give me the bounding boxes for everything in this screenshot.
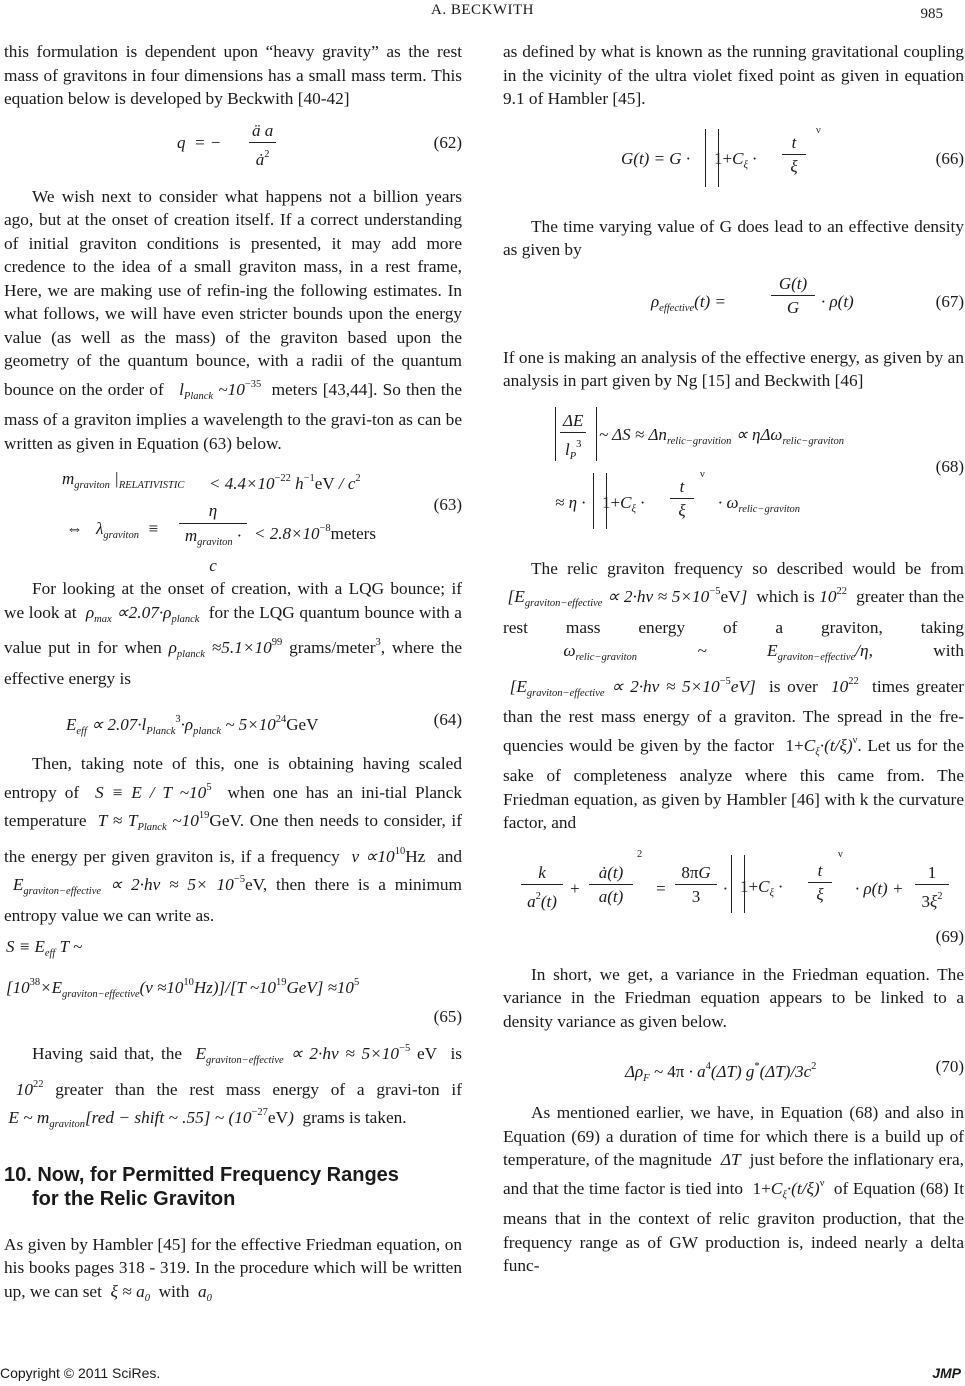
equation-67: $\rho_{effective}(t)$ = $\frac{G(t)}{G}$ · ρ(t) (67)	[651, 273, 964, 317]
running-header-author: A. BECKWITH	[431, 2, 534, 18]
right-paragraph-6: As mentioned earlier, we have, in Equation (68) and also in Equation (69) a duration of time for which there is a build up of temperature, of the magnitude ΔT just before the inflationary era, and that the time factor is tied into $1+C_\xi\cdot(t/\xi)^\nu$ of Equation (68) It means that in the context of relic graviton production, that the frequency range as of GW production is, indeed nearly a delta func-	[503, 1103, 964, 1275]
equation-number: (68)	[935, 456, 964, 476]
equation-63: $m_{graviton}$ $|_{RELATIVISTIC}$ < $4.4\times 10^{-22}$ $h^{-1}eV / c^2$ ⇔ $\lambda_{graviton}$ ≡ η $m_{graviton} \cdot c$ < $2.8\times 10^{-8}meters$ (63)	[62, 469, 462, 575]
right-column	[503, 40, 964, 1278]
equation-number: (67)	[935, 291, 964, 311]
equation-number: (65)	[433, 1007, 462, 1026]
equation-65: $S \equiv E_{eff}$ T ~ $[10^{38}\times E_{graviton-effective}(\nu \approx 10^{10}Hz)]/[T$ $\sim 10^{19}GeV] \approx 10^5$ (65)	[4, 933, 462, 1029]
left-paragraph-4: Then, taking note of this, one is obtaining having scaled entropy of S ≡ E / T $\sim 10^5$ when one has an ini-tial Planck temperature $T \approx T_{Planck}$ $\sim 10^{19}GeV$. One then needs to consider, if the energy per given graviton is, if a frequency $\nu \propto 10^{10}Hz$ and $E_{graviton-effective} \propto 2\cdot h\nu \approx 5\times 10^{-5}eV$, then there is a minimum entropy value we can write as.	[4, 754, 463, 925]
equation-69: $\frac{k}{a^2(t)}$ + $\frac{ȧ(t)}{a(t)}$ 2 = $\frac{8\pi G}{3}$ · $1+C_\xi$ · $\frac{t}{\xi}$ ν · ρ(t) + $\frac{1}{3\xi^2}$ (69)	[503, 845, 964, 949]
right-paragraph-1: as defined by what is known as the running gravitational coupling in the vicinity of the ultra violet fixed point as given in equation 9.1 of Hambler [45].	[503, 42, 964, 108]
right-paragraph-3: If one is making an analysis of the effective energy, as given by an analysis in part given by Ng [15] and Beckwith [46]	[503, 347, 964, 390]
equation-66: G(t) = G · $1+C_\xi$ · $\frac{t}{\xi}$ ν (66)	[503, 125, 964, 199]
left-paragraph-6: As given by Hambler [45] for the effective Friedman equation, on his books pages 318 - 319. In the procedure which will be written up, we can set $\xi \approx a_0$ with $a_0$	[4, 1234, 462, 1304]
left-paragraph-2: We wish next to consider what happens not a billion years ago, but at the onset of creation itself. If a correct understanding of initial graviton conditions is presented, it may add more credence to the idea of a small graviton mass, in a rest frame, Here, we are making use of refin-ing the following estimates. In what follows, we will have even stricter bounds upon the energy value (as well as the mass) of the graviton based upon the geometry of the quantum bounce, with a radii of the quantum bounce on the order of $l_{Planck}$ $\sim 10^{-35}$ meters [43,44]. So then the mass of a graviton implies a wavelength to the gravi-ton as can be written as given in Equation (63) below.	[4, 186, 462, 453]
footer-copyright: Copyright © 2011 SciRes.	[0, 1365, 161, 1381]
page-number: 985	[920, 6, 943, 22]
equation-68: $\frac{\Delta E}{l_P^3}$ ~ $\Delta S \approx \Delta n_{relic-gravition} \propto \eta\Delta\omega_{relic-graviton}$ ≈ η · $1+C_\xi$ · $\frac{t}{\xi}$ ν · $\omega_{relic-graviton}$ (68)	[503, 401, 964, 535]
equation-62: q = − $\frac{\text{ä a}}{ȧ^2}$ (62)	[177, 120, 462, 169]
right-paragraph-5: In short, we get, a variance in the Friedman equation. The variance in the Friedman equation appears to be linked to a density variance as given below.	[503, 964, 964, 1031]
left-paragraph-1: this formulation is dependent upon “heavy gravity” as the rest mass of gravitons in four dimensions has a small mass term. This equation below is developed by Beckwith [40-42]	[4, 42, 462, 108]
equation-number: (66)	[935, 148, 964, 168]
equation-number: (62)	[433, 132, 462, 152]
footer-journal: JMP	[932, 1365, 961, 1381]
left-column	[4, 40, 462, 1310]
left-paragraph-3: For looking at the onset of creation, with a LQG bounce; if we look at $\rho_{max} \propto 2.07\cdot\rho_{planck}$ for the LQG quantum bounce with a value put in for when $\rho_{planck} \approx 5.1\times 10^{99}$ grams/meter$^3$, where the effective energy is	[4, 579, 463, 688]
equation-number: (63)	[433, 495, 462, 514]
left-paragraph-5: Having said that, the $E_{graviton-effective} \propto 2\cdot h\nu \approx 5\times 10^{-5}$ eV is $10^{22}$ greater than the rest mass energy of a gravi-ton if E ~ $m_{graviton}[red$ − shift ~ .55] ~ $(10^{-27}eV)$ grams is taken.	[4, 1043, 462, 1130]
equation-64: $E_{eff} \propto 2.07\cdot l_{Planck}^3\cdot\rho_{planck}$ ~ $5\times 10^{24}GeV$ (64)	[66, 710, 462, 737]
equation-70: $\Delta\rho_F$ ~ $4\pi \cdot a^4(\Delta T)$ $g^*(\Delta T)/3c^2$ (70)	[625, 1057, 964, 1084]
equation-number: (64)	[433, 710, 462, 729]
section-heading: 10. Now, for Permitted Frequency Ranges for the Relic Graviton	[4, 1163, 399, 1210]
right-paragraph-2: The time varying value of G does lead to an effective density as given by	[503, 216, 964, 259]
equation-number: (70)	[935, 1057, 964, 1076]
right-paragraph-4: The relic graviton frequency so described would be from $[E_{graviton-effective} \propto 2\cdot h\nu \approx 5\times 10^{-5}eV]$ which is $10^{22}$ greater than the rest mass energy of a graviton, taking $\omega_{relic-graviton}$ ~ $E_{graviton-effective}/\eta$, with $[E_{graviton-effective} \propto 2\cdot h\nu \approx 5\times 10^{-5}eV]$ is over $10^{22}$ times greater than the rest mass energy of a graviton. The spread in the fre-quencies would be given by the factor $1+C_\xi\cdot(t/\xi)^\nu$. Let us for the sake of completeness analyze where this came from. The Friedman equation, as given by Hambler [46] with k the curvature factor, and	[503, 558, 965, 832]
equation-number: (69)	[935, 926, 964, 946]
